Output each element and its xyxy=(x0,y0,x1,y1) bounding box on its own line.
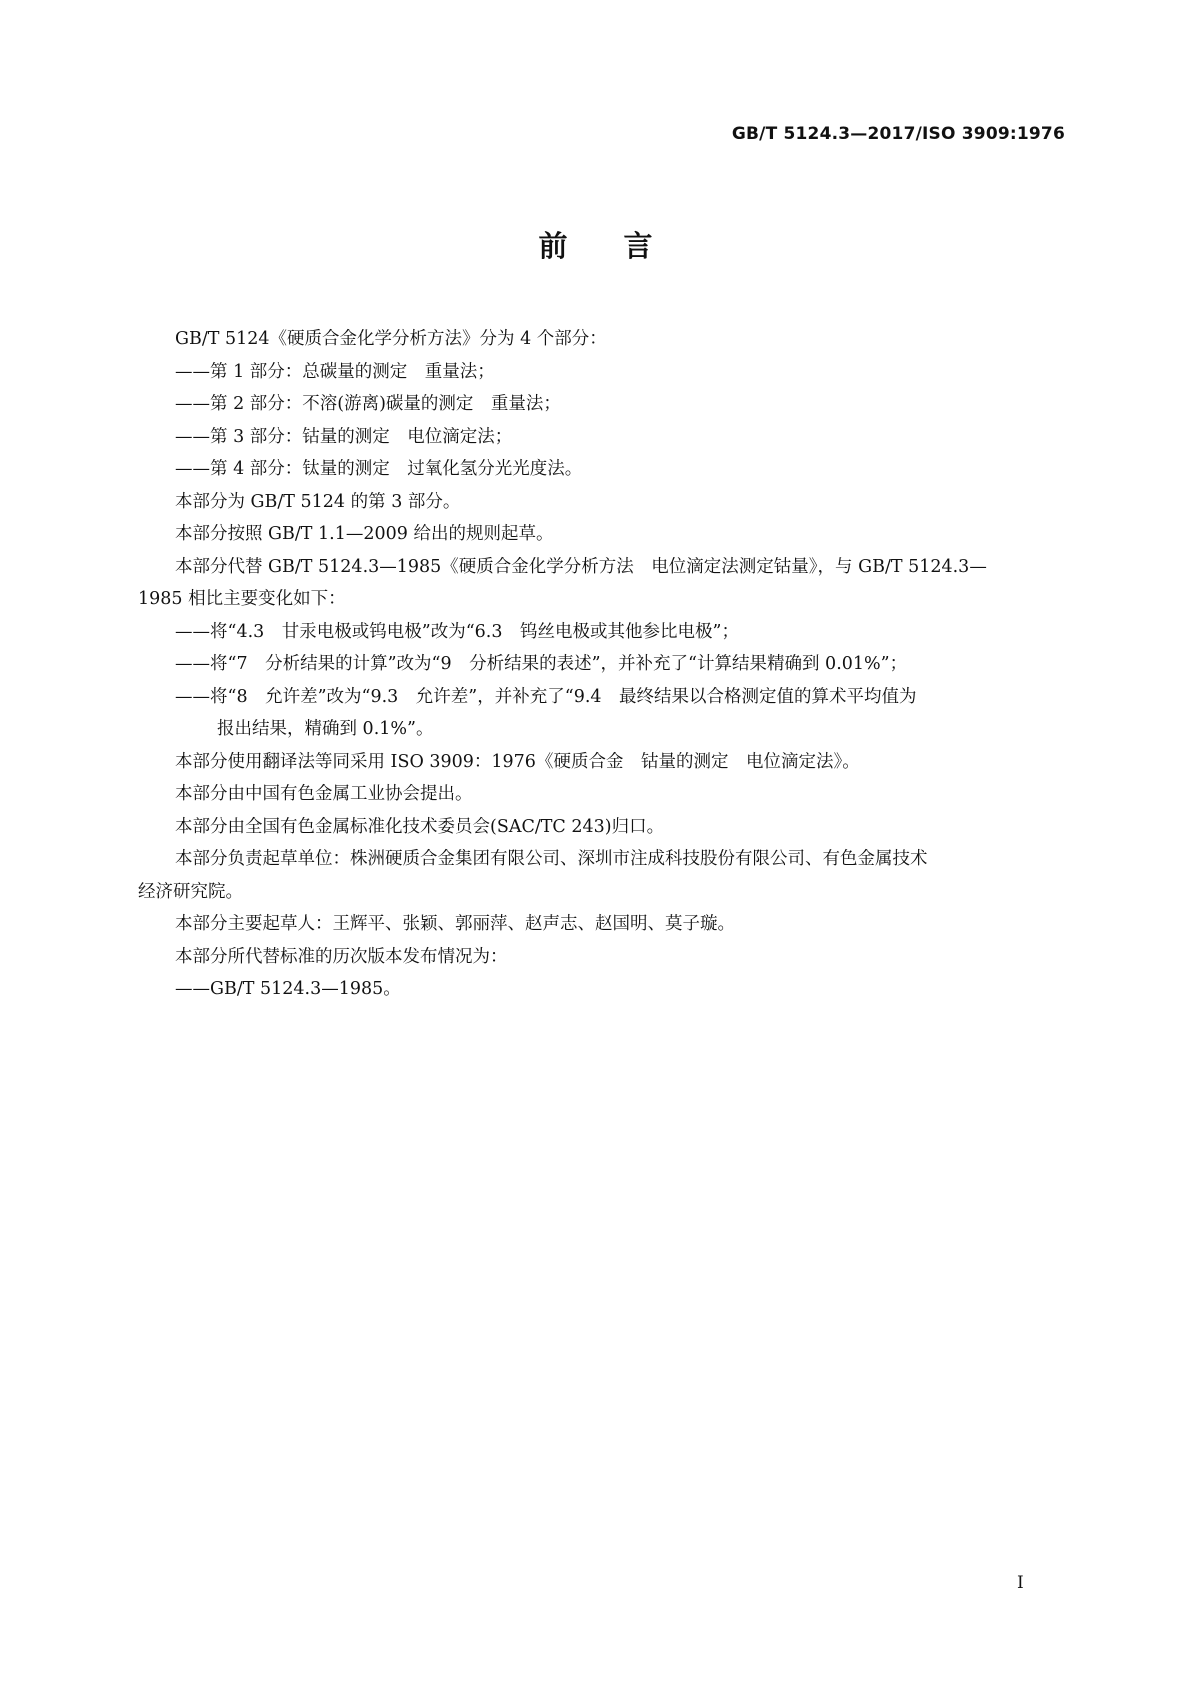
standard-code: GB/T 5124.3—2017/ISO 3909:1976 xyxy=(731,124,1065,144)
paragraph-drafting-rules: 本部分按照 GB/T 1.1—2009 给出的规则起草。 xyxy=(175,524,554,544)
list-item-part-3: ——第 3 部分：钴量的测定 电位滴定法； xyxy=(175,426,513,447)
paragraph-drafting-units-cont: 经济研究院。 xyxy=(138,881,243,902)
list-item-previous-version: ——GB/T 5124.3—1985。 xyxy=(175,979,401,999)
paragraph-drafters: 本部分主要起草人：王辉平、张颖、郭丽萍、赵声志、赵国明、莫子璇。 xyxy=(175,914,735,934)
list-item-change-3: ——将“8 允许差”改为“9.3 允许差”，并补充了“9.4 最终结果以合格测定值的算术平均值为 xyxy=(175,686,917,707)
paragraph-proposed-by: 本部分由中国有色金属工业协会提出。 xyxy=(175,784,473,804)
body-text xyxy=(138,323,1057,1006)
list-item-part-1: ——第 1 部分：总碳量的测定 重量法； xyxy=(175,361,495,382)
paragraph-adoption: 本部分使用翻译法等同采用 ISO 3909：1976《硬质合金 钴量的测定 电位滴定法》。 xyxy=(175,751,860,772)
paragraph-drafting-units: 本部分负责起草单位：株洲硬质合金集团有限公司、深圳市注成科技股份有限公司、有色金属技术 xyxy=(175,849,928,869)
paragraph-managed-by: 本部分由全国有色金属标准化技术委员会(SAC/TC 243)归口。 xyxy=(175,816,665,837)
paragraph-intro: GB/T 5124《硬质合金化学分析方法》分为 4 个部分： xyxy=(175,329,607,349)
paragraph-previous-versions: 本部分所代替标准的历次版本发布情况为： xyxy=(175,946,508,967)
list-item-part-4: ——第 4 部分：钛量的测定 过氧化氢分光光度法。 xyxy=(175,459,583,479)
page-number: I xyxy=(1017,1573,1024,1593)
list-item-change-1: ——将“4.3 甘汞电极或钨电极”改为“6.3 钨丝电极或其他参比电极”； xyxy=(175,621,739,642)
page-title: 前言 xyxy=(538,229,709,263)
paragraph-part-statement: 本部分为 GB/T 5124 的第 3 部分。 xyxy=(175,491,461,512)
list-item-change-3-cont: 报出结果，精确到 0.1%”。 xyxy=(217,719,434,739)
paragraph-replaces-cont: 1985 相比主要变化如下： xyxy=(138,589,346,609)
paragraph-replaces: 本部分代替 GB/T 5124.3—1985《硬质合金化学分析方法 电位滴定法测定钴量》，与 GB/T 5124.3— xyxy=(175,556,987,577)
list-item-part-2: ——第 2 部分：不溶(游离)碳量的测定 重量法； xyxy=(175,394,561,414)
list-item-change-2: ——将“7 分析结果的计算”改为“9 分析结果的表述”，并补充了“计算结果精确到 0.01%”； xyxy=(175,654,908,674)
